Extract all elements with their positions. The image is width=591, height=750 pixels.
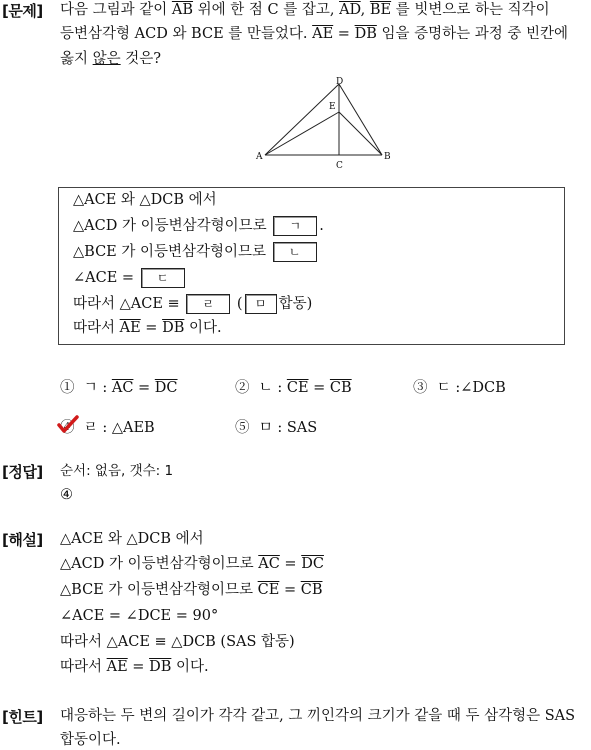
triangle-diagram [255, 76, 405, 176]
hint-line-1: 대응하는 두 변의 길이가 각각 같고, 그 끼인각의 크기가 같을 때 두 삼각형은 SAS [60, 708, 576, 724]
blank-3: ㄷ [141, 268, 185, 288]
label-B: B [384, 152, 391, 162]
problem-line-3: 옳지 않은 것은? [60, 51, 162, 67]
hint-line-2: 합동이다. [60, 732, 121, 748]
explanation-line-4: ∠ACE = ∠DCE = 90° [60, 608, 219, 624]
label-C: C [336, 161, 343, 171]
problem-line-1: 다음 그림과 같이 $\overline{AB}$ 위에 한 점 C 를 잡고, $\overline{AD}$, $\overline{BE}$ 를 빗변으로 하는 직각이 [60, 2, 550, 18]
problem-label: [문제] [2, 2, 43, 20]
proof-line-4: ∠ACE = ㄷ [73, 268, 187, 288]
proof-box [58, 187, 565, 345]
emphasis-not: 않은 [92, 51, 121, 67]
blank-5: ㅁ [245, 294, 277, 314]
answer-label: [정답] [2, 463, 43, 481]
choice-3[interactable]: ③ ㄷ :∠DCB [413, 380, 506, 396]
label-A: A [256, 152, 263, 162]
proof-line-1: △ACE 와 △DCB 에서 [73, 192, 217, 208]
choice-2[interactable]: ② ㄴ : $\overline{CE} = \overline{CB}$ [235, 380, 352, 396]
explanation-line-1: △ACE 와 △DCB 에서 [60, 531, 204, 547]
answer-value: ④ [60, 487, 73, 503]
explanation-label: [해설] [2, 531, 43, 549]
label-D: D [336, 77, 344, 87]
problem-line-2: 등변삼각형 ACD 와 BCE 를 만들었다. $\overline{AE} = \overline{DB}$ 임을 증명하는 과정 중 빈칸에 [60, 26, 568, 42]
blank-1: ㄱ [273, 216, 317, 236]
blank-2: ㄴ [273, 242, 317, 262]
explanation-line-2: △ACD 가 이등변삼각형이므로 $\overline{AC} = \overline{DC}$ [60, 556, 324, 572]
proof-line-3: △BCE 가 이등변삼각형이므로 ㄴ [73, 242, 319, 262]
checkmark-icon [57, 415, 79, 435]
hint-label: [힌트] [2, 708, 43, 726]
choice-1[interactable]: ① ㄱ : $\overline{AC} = \overline{DC}$ [60, 380, 178, 396]
proof-line-5: 따라서 △ACE ≡ ㄹ ( ㅁ 합동) [73, 296, 313, 312]
choice-5[interactable]: ⑤ ㅁ : SAS [235, 420, 318, 436]
proof-line-2: △ACD 가 이등변삼각형이므로 ㄱ . [73, 218, 324, 234]
answer-meta: 순서: 없음, 갯수: 1 [60, 463, 174, 479]
proof-line-6: 따라서 $\overline{AE} = \overline{DB}$ 이다. [73, 320, 222, 336]
explanation-line-6: 따라서 $\overline{AE} = \overline{DB}$ 이다. [60, 659, 209, 675]
blank-4: ㄹ [186, 294, 230, 314]
explanation-line-5: 따라서 △ACE ≡ △DCB (SAS 합동) [60, 634, 295, 650]
explanation-line-3: △BCE 가 이등변삼각형이므로 $\overline{CE} = \overline{CB}$ [60, 582, 323, 598]
choice-4[interactable]: ④ ㄹ : △AEB [60, 420, 155, 436]
label-E: E [329, 102, 336, 112]
